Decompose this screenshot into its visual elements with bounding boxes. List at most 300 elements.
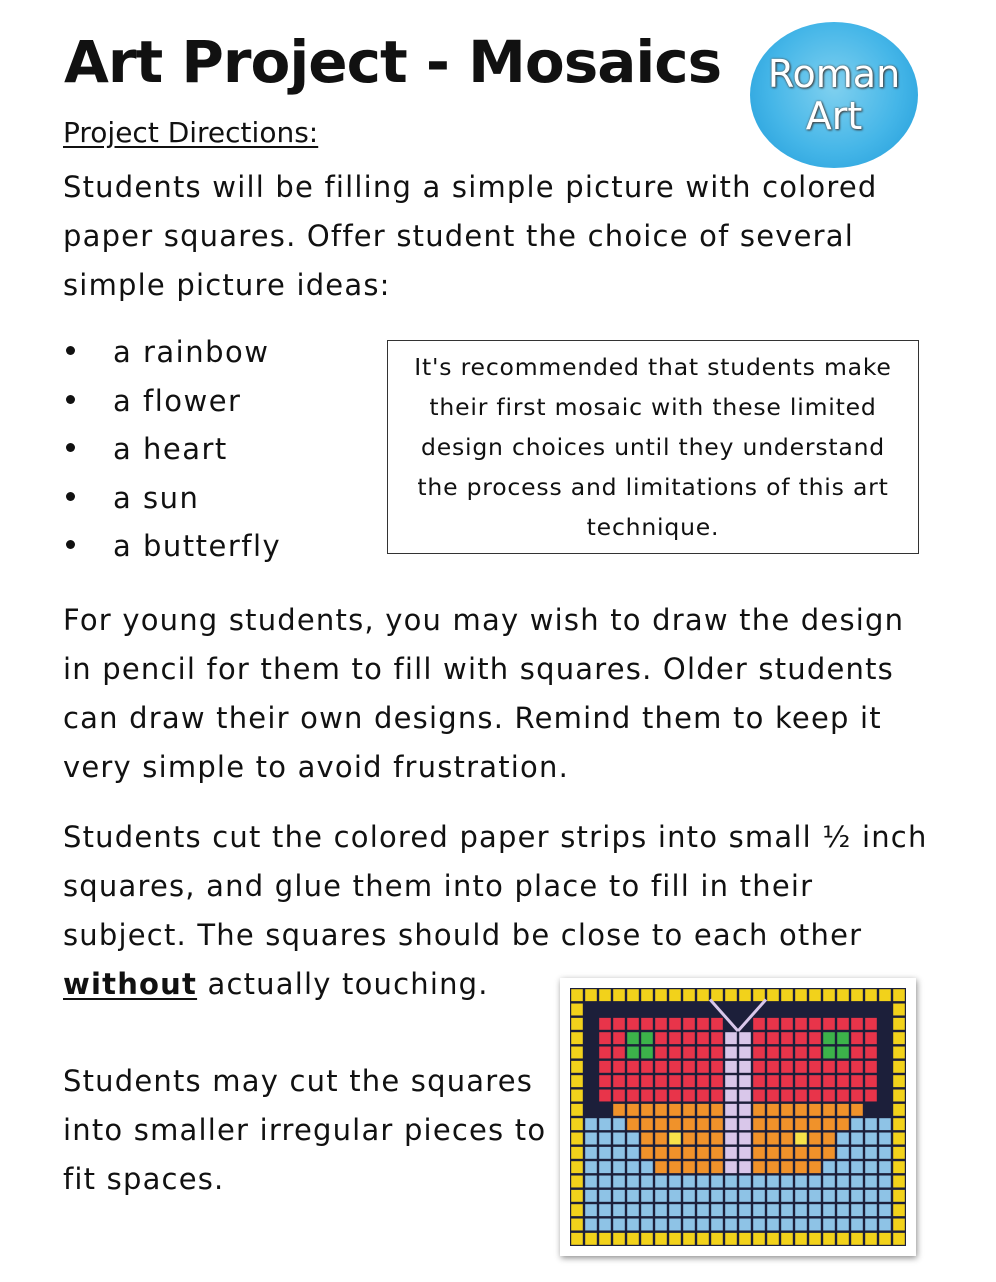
mosaic-tile bbox=[697, 1133, 709, 1145]
mosaic-tile bbox=[683, 1190, 695, 1202]
mosaic-tile bbox=[669, 1075, 681, 1087]
mosaic-tile bbox=[571, 1161, 583, 1173]
mosaic-tile bbox=[739, 1075, 751, 1087]
mosaic-tile bbox=[879, 1161, 891, 1173]
recommendation-text: It's recommended that students make their first mosaic with these limited design choices until they understand the process and limitations of this art technique. bbox=[414, 353, 892, 541]
mosaic-tile bbox=[599, 1075, 611, 1087]
mosaic-tile bbox=[697, 1176, 709, 1188]
mosaic-tile bbox=[809, 1219, 821, 1231]
mosaic-tile bbox=[781, 1047, 793, 1059]
mosaic-tile bbox=[739, 989, 751, 1001]
mosaic-tile bbox=[571, 1133, 583, 1145]
mosaic-tile bbox=[865, 1233, 877, 1245]
mosaic-tile bbox=[837, 1204, 849, 1216]
mosaic-tile bbox=[725, 1133, 737, 1145]
mosaic-tile bbox=[865, 989, 877, 1001]
mosaic-tile bbox=[683, 1018, 695, 1030]
mosaic-tile bbox=[767, 1075, 779, 1087]
mosaic-tile bbox=[571, 1032, 583, 1044]
mosaic-tile bbox=[725, 1118, 737, 1130]
mosaic-tile bbox=[683, 989, 695, 1001]
mosaic-tile bbox=[669, 1204, 681, 1216]
mosaic-tile bbox=[795, 1190, 807, 1202]
mosaic-tile bbox=[823, 1161, 835, 1173]
mosaic-tile bbox=[641, 1032, 653, 1044]
mosaic-tile bbox=[753, 1118, 765, 1130]
mosaic-tile bbox=[781, 1061, 793, 1073]
mosaic-tile bbox=[753, 1176, 765, 1188]
mosaic-tile bbox=[753, 1061, 765, 1073]
mosaic-tile bbox=[753, 1190, 765, 1202]
mosaic-tile bbox=[809, 1133, 821, 1145]
intro-paragraph: Students will be filling a simple picture with colored paper squares. Offer student the choice of several simple picture ideas: bbox=[63, 170, 878, 302]
mosaic-tile bbox=[697, 1161, 709, 1173]
mosaic-tile bbox=[879, 1176, 891, 1188]
mosaic-tile bbox=[613, 1190, 625, 1202]
mosaic-tile bbox=[739, 1032, 751, 1044]
mosaic-tile bbox=[613, 1090, 625, 1102]
mosaic-tile bbox=[767, 989, 779, 1001]
mosaic-tile bbox=[851, 1147, 863, 1159]
mosaic-tile bbox=[711, 1190, 723, 1202]
mosaic-tile bbox=[809, 1061, 821, 1073]
mosaic-tile bbox=[725, 1161, 737, 1173]
mosaic-tile bbox=[599, 1047, 611, 1059]
mosaic-tile bbox=[711, 1176, 723, 1188]
mosaic-tile bbox=[823, 1061, 835, 1073]
mosaic-tile bbox=[893, 1133, 905, 1145]
mosaic-tile bbox=[711, 1161, 723, 1173]
mosaic-tile bbox=[753, 1032, 765, 1044]
mosaic-tile bbox=[781, 1075, 793, 1087]
mosaic-tile bbox=[641, 1219, 653, 1231]
mosaic-tile bbox=[627, 1176, 639, 1188]
mosaic-tile bbox=[683, 1075, 695, 1087]
mosaic-tile bbox=[669, 1133, 681, 1145]
mosaic-tile bbox=[795, 1219, 807, 1231]
mosaic-tile bbox=[725, 1075, 737, 1087]
mosaic-tile bbox=[599, 1219, 611, 1231]
mosaic-tile bbox=[837, 1032, 849, 1044]
mosaic-tile bbox=[809, 1090, 821, 1102]
cutting-text: Students cut the colored paper strips into small ½ inch squares, and glue them into place to fill in their subject. The squares should be close to each other bbox=[63, 820, 928, 952]
mosaic-tile bbox=[837, 1090, 849, 1102]
mosaic-tile bbox=[837, 1219, 849, 1231]
mosaic-tile bbox=[683, 1147, 695, 1159]
recommendation-note bbox=[387, 340, 919, 554]
mosaic-tile bbox=[725, 1190, 737, 1202]
mosaic-tile bbox=[809, 1233, 821, 1245]
mosaic-tile bbox=[613, 1219, 625, 1231]
mosaic-tile bbox=[809, 989, 821, 1001]
mosaic-tile bbox=[711, 1061, 723, 1073]
mosaic-tile bbox=[781, 1161, 793, 1173]
mosaic-tile bbox=[697, 1219, 709, 1231]
mosaic-tile bbox=[865, 1061, 877, 1073]
mosaic-tile bbox=[753, 1047, 765, 1059]
mosaic-tile bbox=[585, 1219, 597, 1231]
mosaic-tile bbox=[655, 1147, 667, 1159]
mosaic-tile bbox=[571, 1047, 583, 1059]
mosaic-tile bbox=[725, 1219, 737, 1231]
mosaic-tile bbox=[837, 1190, 849, 1202]
mosaic-tile bbox=[613, 1161, 625, 1173]
mosaic-tile bbox=[725, 1176, 737, 1188]
mosaic-tile bbox=[711, 1219, 723, 1231]
mosaic-tile bbox=[851, 1204, 863, 1216]
mosaic-tile bbox=[711, 1204, 723, 1216]
mosaic-tile bbox=[781, 1176, 793, 1188]
mosaic-tile bbox=[767, 1133, 779, 1145]
mosaic-tile bbox=[599, 1032, 611, 1044]
mosaic-tile bbox=[879, 989, 891, 1001]
mosaic-tile bbox=[683, 1233, 695, 1245]
mosaic-tile bbox=[655, 989, 667, 1001]
mosaic-tile bbox=[795, 1204, 807, 1216]
mosaic-tile bbox=[781, 1133, 793, 1145]
mosaic-tile bbox=[893, 1176, 905, 1188]
list-item: a butterfly bbox=[63, 522, 281, 571]
mosaic-tile bbox=[865, 1133, 877, 1145]
mosaic-tile bbox=[767, 1104, 779, 1116]
mosaic-tile bbox=[599, 1090, 611, 1102]
mosaic-tile bbox=[823, 1047, 835, 1059]
mosaic-tile bbox=[865, 1204, 877, 1216]
directions-heading: Project Directions: bbox=[63, 116, 319, 149]
mosaic-tile bbox=[837, 1176, 849, 1188]
mosaic-tile bbox=[683, 1032, 695, 1044]
mosaic-tile bbox=[753, 1219, 765, 1231]
mosaic-tile bbox=[697, 1090, 709, 1102]
mosaic-tile bbox=[893, 1018, 905, 1030]
mosaic-tile bbox=[809, 1147, 821, 1159]
mosaic-tile bbox=[823, 989, 835, 1001]
mosaic-tile bbox=[711, 989, 723, 1001]
mosaic-tile bbox=[851, 1118, 863, 1130]
mosaic-tile bbox=[571, 1219, 583, 1231]
mosaic-tile bbox=[781, 1147, 793, 1159]
mosaic-tile bbox=[571, 1233, 583, 1245]
mosaic-tile bbox=[627, 1233, 639, 1245]
mosaic-tile bbox=[683, 1204, 695, 1216]
mosaic-tile bbox=[697, 1190, 709, 1202]
mosaic-tile bbox=[739, 1118, 751, 1130]
mosaic-tile bbox=[809, 1161, 821, 1173]
mosaic-tile bbox=[851, 1018, 863, 1030]
mosaic-tile bbox=[669, 1219, 681, 1231]
mosaic-tile bbox=[851, 1190, 863, 1202]
mosaic-tile bbox=[781, 1204, 793, 1216]
mosaic-tile bbox=[893, 1233, 905, 1245]
mosaic-tile bbox=[599, 1190, 611, 1202]
mosaic-tile bbox=[599, 1147, 611, 1159]
mosaic-tile bbox=[683, 1176, 695, 1188]
mosaic-tile bbox=[739, 1176, 751, 1188]
mosaic-tile bbox=[795, 1118, 807, 1130]
mosaic-tile bbox=[613, 1061, 625, 1073]
mosaic-tile bbox=[837, 1233, 849, 1245]
mosaic-tile bbox=[893, 1090, 905, 1102]
mosaic-tile bbox=[711, 1075, 723, 1087]
mosaic-tile bbox=[585, 1176, 597, 1188]
mosaic-tile bbox=[809, 1190, 821, 1202]
mosaic-tile bbox=[655, 1018, 667, 1030]
mosaic-tile bbox=[655, 1219, 667, 1231]
mosaic-tile bbox=[851, 1104, 863, 1116]
mosaic-tile bbox=[837, 1047, 849, 1059]
mosaic-tile bbox=[893, 1204, 905, 1216]
mosaic-tile bbox=[571, 1018, 583, 1030]
list-item: a flower bbox=[63, 377, 281, 426]
mosaic-tile bbox=[683, 1133, 695, 1145]
mosaic-tile bbox=[697, 1204, 709, 1216]
mosaic-tile bbox=[781, 1219, 793, 1231]
mosaic-tile bbox=[599, 1161, 611, 1173]
mosaic-tile bbox=[725, 1047, 737, 1059]
mosaic-tile bbox=[641, 1161, 653, 1173]
mosaic-tile bbox=[585, 1147, 597, 1159]
mosaic-tile bbox=[767, 1204, 779, 1216]
mosaic-tile bbox=[711, 1047, 723, 1059]
mosaic-tile bbox=[641, 1147, 653, 1159]
mosaic-tile bbox=[697, 1061, 709, 1073]
mosaic-tile bbox=[795, 1018, 807, 1030]
mosaic-tile bbox=[851, 1047, 863, 1059]
mosaic-tile bbox=[865, 1190, 877, 1202]
mosaic-tile bbox=[641, 1190, 653, 1202]
mosaic-tile bbox=[725, 1147, 737, 1159]
young-students-paragraph: For young students, you may wish to draw the design in pencil for them to fill with squares. Older students can draw their own designs. Remind them to keep it very simple to avoid frustration. bbox=[63, 603, 905, 784]
mosaic-tile bbox=[837, 1061, 849, 1073]
mosaic-tile bbox=[795, 1061, 807, 1073]
mosaic-tile bbox=[851, 1090, 863, 1102]
mosaic-tile bbox=[753, 1161, 765, 1173]
mosaic-tile bbox=[627, 1219, 639, 1231]
mosaic-tile bbox=[795, 1176, 807, 1188]
mosaic-tile bbox=[837, 1147, 849, 1159]
mosaic-tile bbox=[641, 1075, 653, 1087]
mosaic-tile bbox=[739, 1090, 751, 1102]
mosaic-tile bbox=[851, 1176, 863, 1188]
mosaic-tile bbox=[683, 1061, 695, 1073]
mosaic-tile bbox=[865, 1032, 877, 1044]
mosaic-tile bbox=[641, 1176, 653, 1188]
mosaic-tile bbox=[851, 1219, 863, 1231]
mosaic-tile bbox=[781, 1018, 793, 1030]
mosaic-tile bbox=[641, 989, 653, 1001]
mosaic-tile bbox=[795, 1133, 807, 1145]
mosaic-tile bbox=[613, 1104, 625, 1116]
mosaic-tile bbox=[753, 1147, 765, 1159]
mosaic-tile bbox=[697, 1104, 709, 1116]
mosaic-tile bbox=[725, 1061, 737, 1073]
mosaic-tile bbox=[627, 1061, 639, 1073]
mosaic-tile bbox=[809, 1047, 821, 1059]
mosaic-tile bbox=[571, 1104, 583, 1116]
mosaic-tile bbox=[669, 1061, 681, 1073]
mosaic-tile bbox=[781, 1104, 793, 1116]
mosaic-tile bbox=[823, 1104, 835, 1116]
mosaic-tile bbox=[627, 1018, 639, 1030]
mosaic-tile bbox=[879, 1147, 891, 1159]
mosaic-tile bbox=[571, 1061, 583, 1073]
mosaic-tile bbox=[627, 1047, 639, 1059]
mosaic-tile bbox=[767, 1147, 779, 1159]
mosaic-tile bbox=[753, 1133, 765, 1145]
mosaic-tile bbox=[655, 1090, 667, 1102]
list-item: a sun bbox=[63, 474, 281, 523]
mosaic-tile bbox=[823, 1075, 835, 1087]
mosaic-tile bbox=[571, 1204, 583, 1216]
mosaic-tile bbox=[809, 1118, 821, 1130]
mosaic-tile bbox=[585, 1133, 597, 1145]
mosaic-tile bbox=[627, 1075, 639, 1087]
mosaic-tile bbox=[599, 1133, 611, 1145]
mosaic-tile bbox=[683, 1219, 695, 1231]
mosaic-tile bbox=[739, 1204, 751, 1216]
mosaic-tile bbox=[893, 1104, 905, 1116]
mosaic-tile bbox=[725, 1090, 737, 1102]
mosaic-tile bbox=[697, 1018, 709, 1030]
mosaic-tile bbox=[767, 1219, 779, 1231]
mosaic-tile bbox=[641, 1233, 653, 1245]
mosaic-tile bbox=[655, 1204, 667, 1216]
mosaic-tile bbox=[725, 1104, 737, 1116]
mosaic-tile bbox=[697, 1118, 709, 1130]
mosaic-tile bbox=[669, 1047, 681, 1059]
mosaic-tile bbox=[739, 1190, 751, 1202]
mosaic-tile bbox=[893, 1190, 905, 1202]
mosaic-tile bbox=[669, 1161, 681, 1173]
mosaic-tile bbox=[641, 1061, 653, 1073]
mosaic-tile bbox=[879, 1233, 891, 1245]
mosaic-tile bbox=[627, 1147, 639, 1159]
mosaic-tile bbox=[599, 1176, 611, 1188]
mosaic-tile bbox=[655, 1061, 667, 1073]
mosaic-tile bbox=[613, 1204, 625, 1216]
mosaic-tile bbox=[753, 989, 765, 1001]
mosaic-tile bbox=[767, 1190, 779, 1202]
mosaic-tile bbox=[879, 1204, 891, 1216]
mosaic-tile bbox=[571, 1118, 583, 1130]
mosaic-tile bbox=[865, 1161, 877, 1173]
mosaic-tile bbox=[627, 1090, 639, 1102]
mosaic-tile bbox=[627, 1118, 639, 1130]
mosaic-tile bbox=[851, 1133, 863, 1145]
mosaic-tile bbox=[851, 1061, 863, 1073]
mosaic-tile bbox=[823, 1147, 835, 1159]
mosaic-tile bbox=[865, 1219, 877, 1231]
mosaic-tile bbox=[725, 1233, 737, 1245]
list-item: a rainbow bbox=[63, 328, 281, 377]
mosaic-tile bbox=[837, 1161, 849, 1173]
mosaic-tile bbox=[837, 1075, 849, 1087]
mosaic-tile bbox=[753, 1104, 765, 1116]
mosaic-photo bbox=[560, 978, 916, 1256]
mosaic-tile bbox=[711, 1018, 723, 1030]
mosaic-tile bbox=[599, 1061, 611, 1073]
mosaic-tile bbox=[725, 1032, 737, 1044]
mosaic-tile bbox=[697, 1032, 709, 1044]
mosaic-tile bbox=[697, 1233, 709, 1245]
mosaic-tile bbox=[823, 1090, 835, 1102]
mosaic-tile bbox=[809, 1032, 821, 1044]
mosaic-tile bbox=[893, 1219, 905, 1231]
mosaic-tile bbox=[655, 1032, 667, 1044]
mosaic-tile bbox=[641, 1047, 653, 1059]
butterfly-mosaic-image bbox=[570, 988, 906, 1246]
mosaic-tile bbox=[809, 1104, 821, 1116]
mosaic-tile bbox=[795, 1147, 807, 1159]
mosaic-tile bbox=[669, 1104, 681, 1116]
smaller-pieces-paragraph: Students may cut the squares into smaller irregular pieces to fit spaces. bbox=[63, 1064, 547, 1196]
mosaic-tile bbox=[683, 1104, 695, 1116]
mosaic-tile bbox=[823, 1219, 835, 1231]
mosaic-tile bbox=[739, 1061, 751, 1073]
mosaic-tile bbox=[739, 1147, 751, 1159]
mosaic-tile bbox=[613, 1118, 625, 1130]
mosaic-tile bbox=[837, 1018, 849, 1030]
mosaic-tile bbox=[613, 1018, 625, 1030]
mosaic-tile bbox=[767, 1161, 779, 1173]
mosaic-tile bbox=[781, 1233, 793, 1245]
mosaic-tile bbox=[893, 1147, 905, 1159]
mosaic-tile bbox=[851, 1075, 863, 1087]
mosaic-tile bbox=[669, 1176, 681, 1188]
mosaic-tile bbox=[823, 1233, 835, 1245]
mosaic-tile bbox=[711, 1133, 723, 1145]
mosaic-tile bbox=[725, 1204, 737, 1216]
mosaic-tile bbox=[739, 1219, 751, 1231]
without-emphasis: without bbox=[63, 967, 198, 1001]
mosaic-tile bbox=[865, 1147, 877, 1159]
mosaic-tile bbox=[613, 989, 625, 1001]
mosaic-tile bbox=[585, 1118, 597, 1130]
mosaic-tile bbox=[823, 1176, 835, 1188]
mosaic-tile bbox=[893, 1118, 905, 1130]
mosaic-tile bbox=[641, 1090, 653, 1102]
mosaic-tile bbox=[627, 989, 639, 1001]
mosaic-tile bbox=[767, 1233, 779, 1245]
mosaic-tile bbox=[571, 1190, 583, 1202]
mosaic-tile bbox=[669, 1018, 681, 1030]
mosaic-tile bbox=[711, 1118, 723, 1130]
mosaic-tile bbox=[879, 1133, 891, 1145]
mosaic-tile bbox=[613, 1133, 625, 1145]
mosaic-tile bbox=[641, 1204, 653, 1216]
mosaic-tile bbox=[781, 1090, 793, 1102]
mosaic-tile bbox=[753, 1090, 765, 1102]
mosaic-tile bbox=[571, 989, 583, 1001]
mosaic-tile bbox=[571, 1147, 583, 1159]
mosaic-tile bbox=[655, 1118, 667, 1130]
mosaic-tile bbox=[823, 1118, 835, 1130]
mosaic-tile bbox=[669, 1118, 681, 1130]
mosaic-tile bbox=[613, 1233, 625, 1245]
mosaic-tile bbox=[627, 1104, 639, 1116]
mosaic-tile bbox=[655, 1233, 667, 1245]
mosaic-tile bbox=[879, 1118, 891, 1130]
mosaic-tile bbox=[893, 1075, 905, 1087]
mosaic-tile bbox=[711, 1032, 723, 1044]
mosaic-tile bbox=[781, 1032, 793, 1044]
mosaic-tile bbox=[655, 1176, 667, 1188]
mosaic-tile bbox=[795, 1032, 807, 1044]
mosaic-tile bbox=[571, 1075, 583, 1087]
picture-ideas-list bbox=[63, 328, 281, 571]
mosaic-tile bbox=[879, 1190, 891, 1202]
mosaic-tile bbox=[613, 1032, 625, 1044]
